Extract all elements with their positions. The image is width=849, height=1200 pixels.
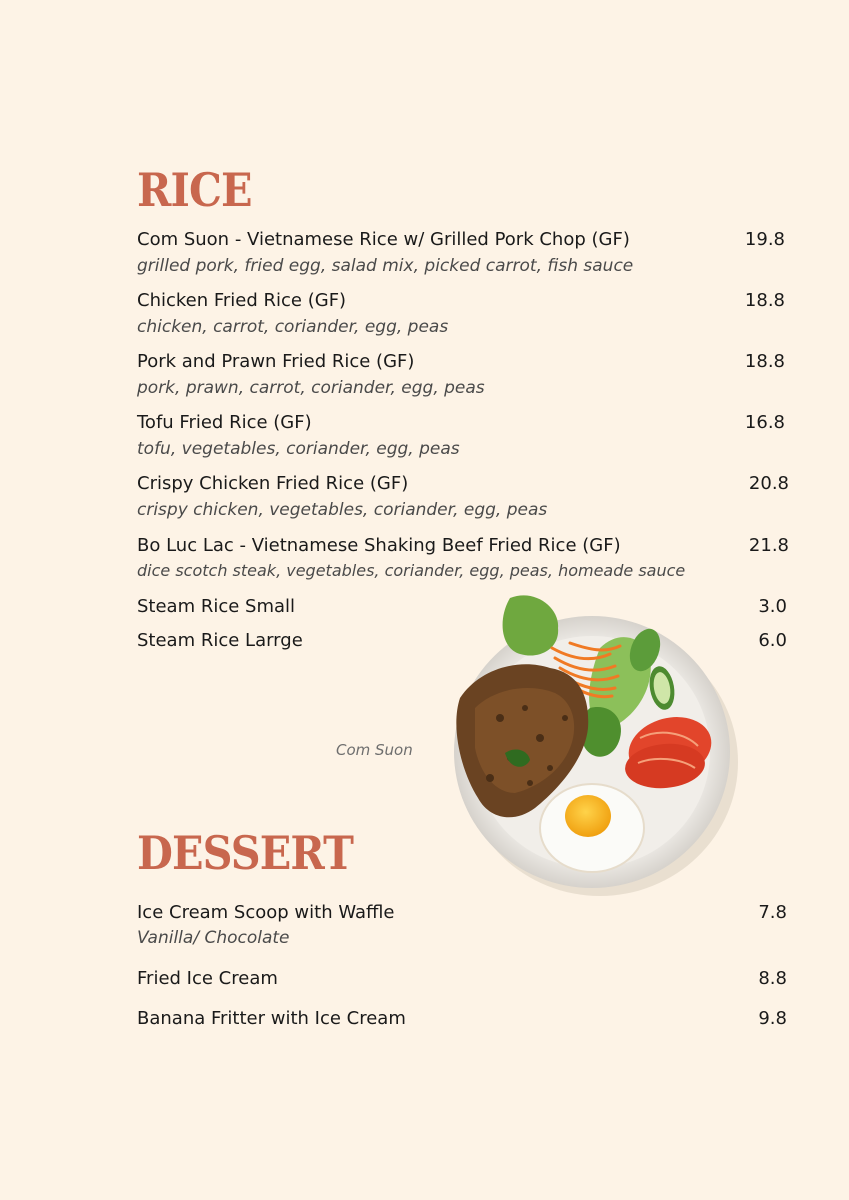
menu-item-price: 7.8 (758, 902, 787, 923)
menu-item-description: chicken, carrot, coriander, egg, peas (137, 317, 449, 337)
menu-item-description: Vanilla/ Chocolate (137, 928, 290, 948)
menu-item-price: 8.8 (758, 968, 787, 989)
photo-caption: Com Suon (336, 741, 413, 759)
menu-item-price: 18.8 (744, 290, 785, 311)
menu-item-price: 9.8 (758, 1008, 787, 1029)
menu-item-name: Fried Ice Cream (137, 968, 278, 989)
menu-item-name: Tofu Fried Rice (GF) (137, 412, 312, 433)
menu-item-price: 21.8 (748, 535, 789, 556)
menu-item-name: Ice Cream Scoop with Waffle (137, 902, 395, 923)
menu-item-description: grilled pork, fried egg, salad mix, picked carrot, fish sauce (137, 256, 634, 276)
rice-section-title: RICE (137, 163, 252, 217)
com-suon-dish-illustration (440, 588, 740, 900)
dessert-section-title: DESSERT (137, 826, 354, 880)
menu-item-name: Pork and Prawn Fried Rice (GF) (137, 351, 415, 372)
menu-item-name: Crispy Chicken Fried Rice (GF) (137, 473, 409, 494)
menu-item-price: 3.0 (758, 596, 787, 617)
menu-item-description: tofu, vegetables, coriander, egg, peas (137, 439, 460, 459)
menu-item-price: 18.8 (744, 351, 785, 372)
menu-item-name: Steam Rice Larrge (137, 630, 303, 651)
menu-item-price: 6.0 (758, 630, 787, 651)
menu-item-name: Com Suon - Vietnamese Rice w/ Grilled Pork Chop (GF) (137, 229, 630, 250)
menu-item-name: Banana Fritter with Ice Cream (137, 1008, 406, 1029)
menu-item-name: Bo Luc Lac - Vietnamese Shaking Beef Fried Rice (GF) (137, 535, 621, 556)
menu-item-name: Chicken Fried Rice (GF) (137, 290, 347, 311)
menu-item-name: Steam Rice Small (137, 596, 296, 617)
menu-item-description: pork, prawn, carrot, coriander, egg, peas (137, 378, 485, 398)
menu-item-description: dice scotch steak, vegetables, coriander, egg, peas, homeade sauce (137, 561, 686, 580)
menu-item-price: 19.8 (744, 229, 785, 250)
menu-item-price: 16.8 (744, 412, 785, 433)
menu-item-price: 20.8 (748, 473, 789, 494)
menu-item-description: crispy chicken, vegetables, coriander, egg, peas (137, 500, 548, 520)
